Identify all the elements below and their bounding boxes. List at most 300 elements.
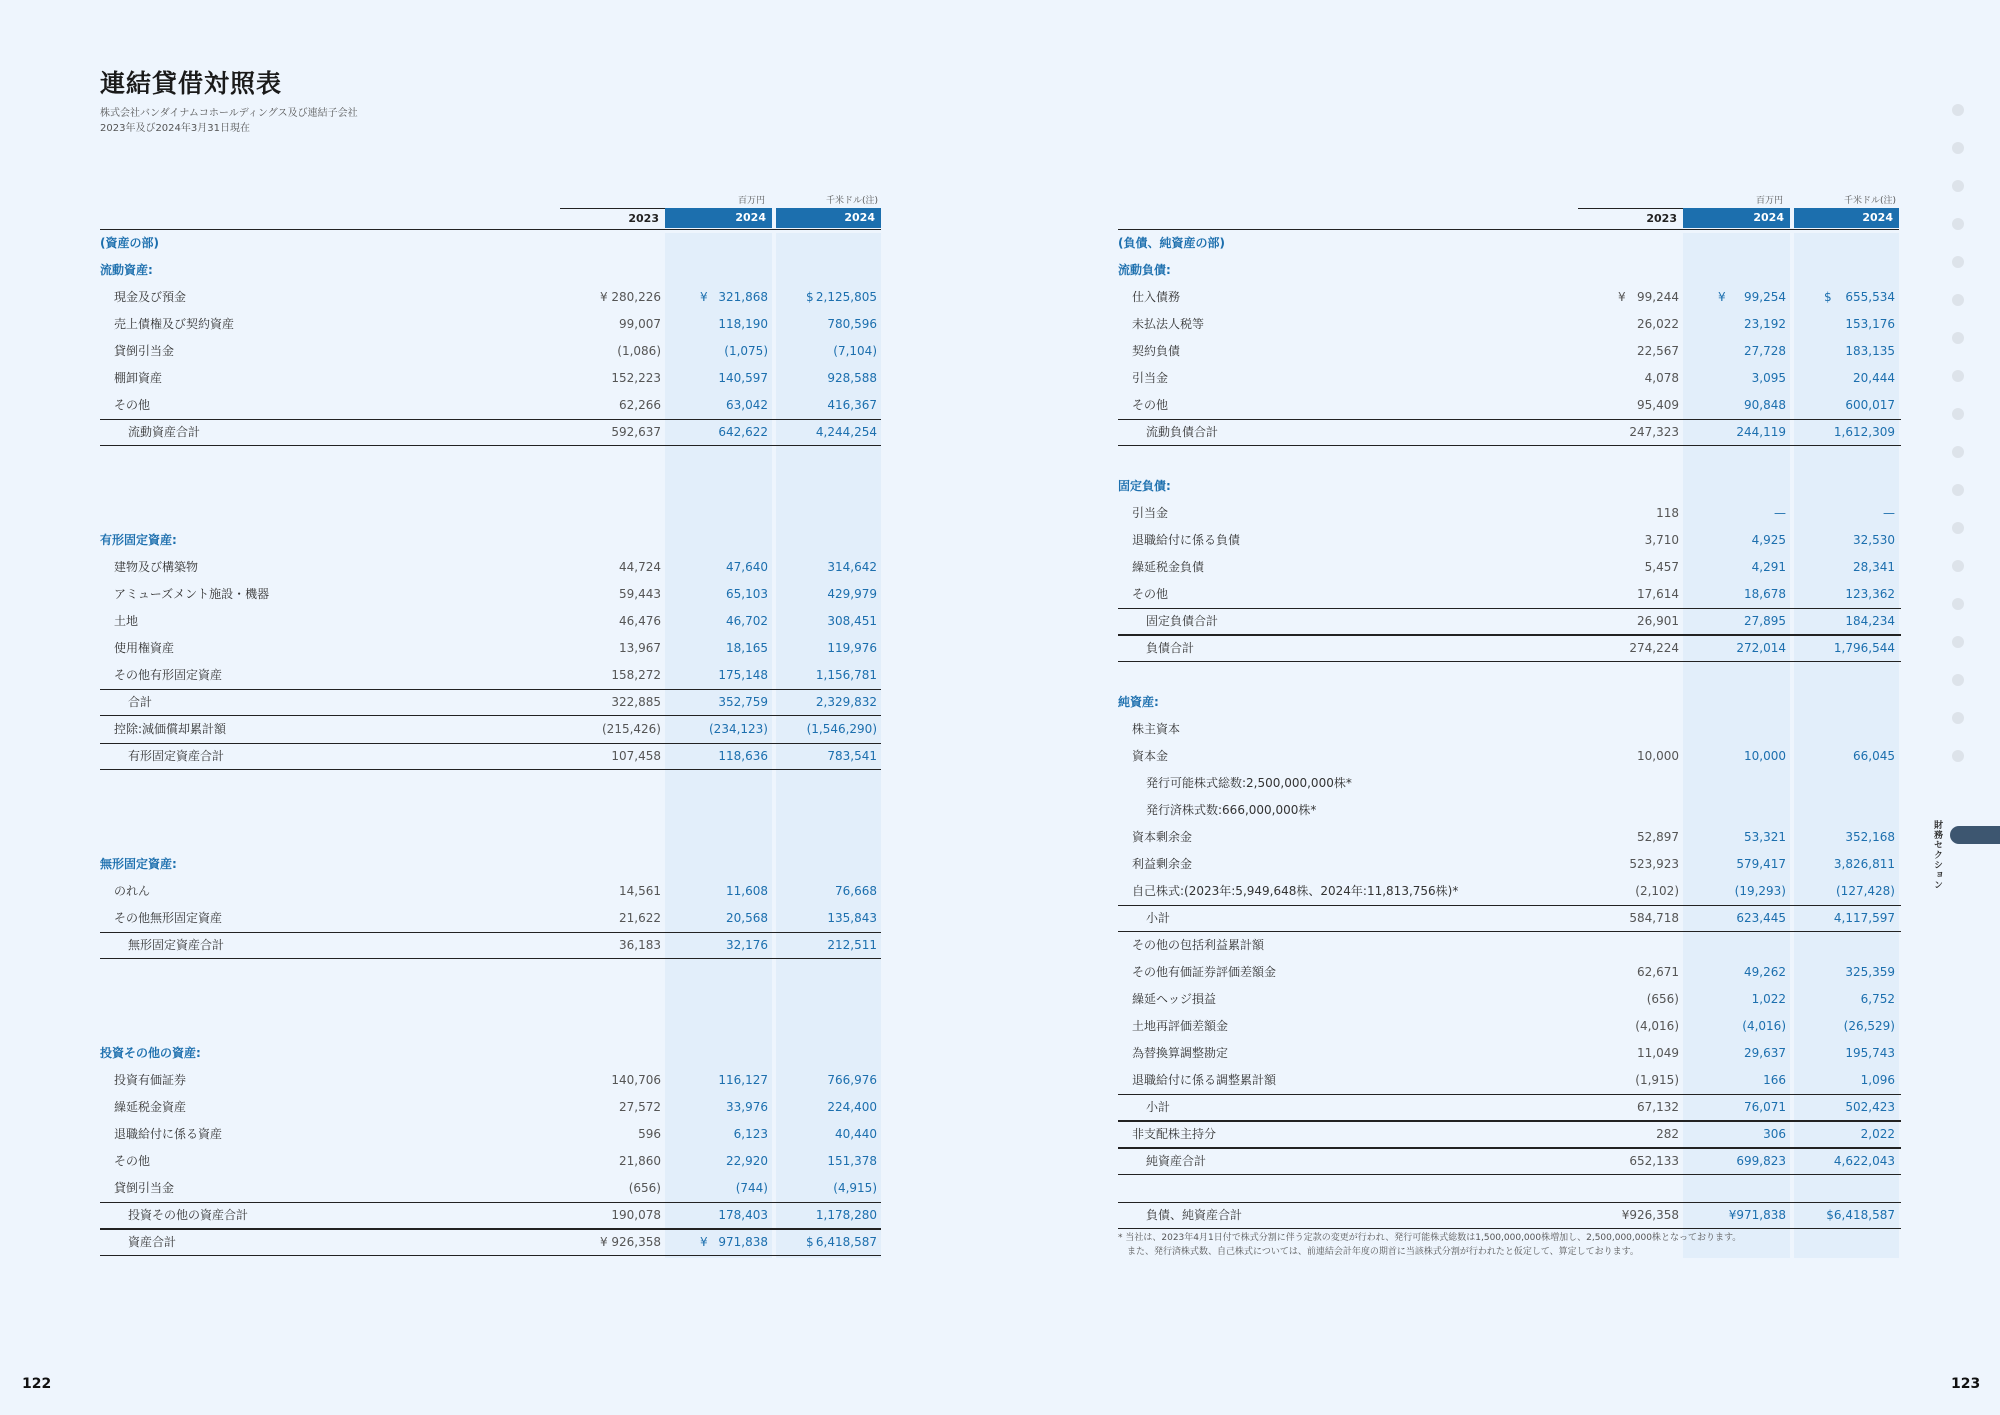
row-label: 繰延ヘッジ損益 [1132,992,1217,1006]
row-label: 土地 [114,614,139,628]
nav-dot[interactable] [1952,142,1964,154]
row-label: のれん [114,884,151,898]
value-2023: 652,133 [1629,1154,1679,1168]
page-number-right: 123 [1951,1376,1981,1392]
nav-dot[interactable] [1952,750,1964,762]
total-rule [1118,1202,1901,1203]
row-label: (資産の部) [100,236,159,250]
row-label: 投資その他の資産: [100,1046,201,1060]
row-label: その他有形固定資産 [114,668,223,682]
value-usd: 20,444 [1853,371,1895,385]
row-label: 引当金 [1132,371,1169,385]
table-row [100,1067,881,1094]
section-heading [100,230,881,257]
value-usd: 1,796,544 [1833,641,1895,655]
table-row [1118,1202,1901,1229]
nav-dot[interactable] [1952,370,1964,382]
value-2024: 272,014 [1736,641,1786,655]
table-row [100,554,881,581]
table-row [100,662,881,689]
value-2024: 140,597 [718,371,768,385]
value-usd: 119,976 [827,641,877,655]
row-label: その他 [114,1154,151,1168]
row-label: 純資産: [1118,695,1159,709]
row-label: その他の包括利益累計額 [1132,938,1265,952]
value-2024: 971,838 [718,1235,768,1249]
total-rule [100,1229,881,1230]
table-row [1118,1013,1901,1040]
row-label: その他 [1132,398,1169,412]
unit-usd: 千米ドル(注) [1843,196,1896,206]
value-2023: 99,244 [1637,290,1679,304]
table-row [1118,797,1901,824]
currency-symbol: $ [1824,290,1832,304]
footnote-line-2: また、発行済株式数、自己株式については、前連結会計年度の期首に当該株式分割が行われたと仮定して、算定しております。 [1118,1247,1639,1257]
row-label: 繰延税金負債 [1132,560,1205,574]
table-row [100,905,881,932]
value-usd: — [1883,506,1895,520]
table-row [1118,986,1901,1013]
nav-dot[interactable] [1952,332,1964,344]
value-usd: 195,743 [1845,1046,1895,1060]
table-row [100,716,881,743]
value-2024: 46,702 [726,614,768,628]
value-usd: 352,168 [1845,830,1895,844]
value-2023: 5,457 [1644,560,1679,574]
table-row [100,1121,881,1148]
row-label: 負債合計 [1146,641,1195,655]
year-usd: 2024 [1794,208,1899,228]
table-row [100,1094,881,1121]
nav-dot[interactable] [1952,522,1964,534]
nav-dot[interactable] [1952,484,1964,496]
value-2024: 178,403 [718,1208,768,1222]
row-label: 小計 [1146,911,1171,925]
row-label: 投資有価証券 [114,1073,187,1087]
value-2024: 20,568 [726,911,768,925]
value-2023: 926,358 [611,1235,661,1249]
value-2023: 3,710 [1644,533,1679,547]
value-2023: 584,718 [1629,911,1679,925]
value-usd: 766,976 [827,1073,877,1087]
value-2024: 352,759 [718,695,768,709]
nav-tab-finance[interactable] [1950,826,2000,844]
row-label: 固定負債: [1118,479,1171,493]
section-tab-label: 財務セクション [1932,820,1942,890]
row-label: 投資その他の資産合計 [128,1208,249,1222]
value-2024: (19,293) [1734,884,1786,898]
value-2024: 18,678 [1744,587,1786,601]
value-2024: (1,075) [724,344,768,358]
value-usd: 502,423 [1845,1100,1895,1114]
value-usd: 2,022 [1860,1127,1895,1141]
currency-symbol: ¥ [1618,290,1626,304]
total-rule [1118,635,1901,636]
value-2024: 3,095 [1751,371,1786,385]
table-row [1118,1148,1901,1175]
total-rule [1118,905,1901,906]
value-2024: 118,636 [718,749,768,763]
row-label: 発行可能株式総数:2,500,000,000株* [1146,776,1352,790]
table-row [1118,1121,1901,1148]
table-row [100,689,881,716]
table-row [100,284,881,311]
value-2024: 65,103 [726,587,768,601]
value-usd: (127,428) [1836,884,1895,898]
value-2023: 596 [638,1127,661,1141]
value-2023: 118 [1656,506,1679,520]
section-heading [1118,257,1901,284]
value-2024: 321,868 [718,290,768,304]
value-2023: 280,226 [611,290,661,304]
value-2024: 4,291 [1751,560,1786,574]
value-2023: 11,049 [1637,1046,1679,1060]
row-label: 流動負債: [1118,263,1171,277]
table-row [1118,1094,1901,1121]
value-2023: 158,272 [611,668,661,682]
table-row [1118,1067,1901,1094]
value-2023: ¥926,358 [1621,1208,1679,1222]
currency-symbol: ¥ [700,1235,708,1249]
total-rule [100,689,881,690]
table-row [100,311,881,338]
value-2023: (215,426) [602,722,661,736]
value-usd: 1,096 [1860,1073,1895,1087]
value-usd: 655,534 [1845,290,1895,304]
table-row [1118,770,1901,797]
table-row [100,419,881,446]
value-2023: 592,637 [611,425,661,439]
page-number-left: 122 [22,1376,52,1392]
table-row [1118,365,1901,392]
section-heading [1118,689,1901,716]
value-usd: 28,341 [1853,560,1895,574]
value-usd: 135,843 [827,911,877,925]
section-heading [1118,473,1901,500]
total-rule [1118,1121,1901,1122]
value-2023: (656) [628,1181,661,1195]
table-row [1118,338,1901,365]
value-2023: 14,561 [619,884,661,898]
row-label: 現金及び預金 [114,290,187,304]
value-usd: 66,045 [1853,749,1895,763]
table-row [1118,581,1901,608]
table-row [100,635,881,662]
value-2023: (1,086) [617,344,661,358]
table-row [1118,311,1901,338]
row-label: 流動資産: [100,263,153,277]
value-2024: 6,123 [733,1127,768,1141]
table-row [100,1202,881,1229]
table-row [1118,554,1901,581]
value-2023: 36,183 [619,938,661,952]
value-2023: 13,967 [619,641,661,655]
value-2024: 699,823 [1736,1154,1786,1168]
value-usd: 2,125,805 [815,290,877,304]
value-2024: 10,000 [1744,749,1786,763]
table-row [1118,905,1901,932]
value-2024: 579,417 [1736,857,1786,871]
value-usd: 429,979 [827,587,877,601]
value-usd: 40,440 [835,1127,877,1141]
row-label: 無形固定資産合計 [128,938,225,952]
year-prev: 2023 [1578,208,1683,228]
unit-yen: 百万円 [1755,196,1783,206]
section-heading [1118,230,1901,257]
row-label: 契約負債 [1132,344,1181,358]
value-2024: 23,192 [1744,317,1786,331]
row-label: 資産合計 [128,1235,177,1249]
row-label: 有形固定資産: [100,533,177,547]
row-label: その他有価証券評価差額金 [1132,965,1277,979]
currency-symbol: $ [806,1235,814,1249]
value-2024: (4,016) [1742,1019,1786,1033]
row-label: 売上債権及び契約資産 [114,317,235,331]
value-usd: 416,367 [827,398,877,412]
value-2023: (1,915) [1635,1073,1679,1087]
table-row [1118,635,1901,662]
total-rule [100,743,881,744]
row-label: 退職給付に係る負債 [1132,533,1241,547]
value-usd: 2,329,832 [815,695,877,709]
value-2023: (2,102) [1635,884,1679,898]
value-2023: 46,476 [619,614,661,628]
total-rule [100,419,881,420]
unit-yen: 百万円 [737,196,765,206]
value-2023: 67,132 [1637,1100,1679,1114]
value-usd: 32,530 [1853,533,1895,547]
table-row [1118,716,1901,743]
year-prev: 2023 [560,208,665,228]
value-2024: 32,176 [726,938,768,952]
year-cur: 2024 [665,208,772,228]
row-label: 固定負債合計 [1146,614,1219,628]
table-row [100,878,881,905]
footnote-line-1: * 当社は、2023年4月1日付で株式分割に伴う定款の変更が行われ、発行可能株式総数は1,500,000,000株増加し、2,500,000,000株となっております。 [1118,1233,1742,1243]
currency-symbol: $ [806,290,814,304]
value-2024: 1,022 [1751,992,1786,1006]
row-label: その他 [1132,587,1169,601]
total-rule [100,1202,881,1203]
value-2024: 4,925 [1751,533,1786,547]
row-label: 純資産合計 [1146,1154,1207,1168]
total-rule [1118,1148,1901,1149]
total-rule [1118,608,1901,609]
row-label: 未払法人税等 [1132,317,1205,331]
subtitle [100,106,358,136]
nav-dot[interactable] [1952,104,1964,116]
nav-dot[interactable] [1952,218,1964,230]
row-label: 有形固定資産合計 [128,749,225,763]
row-label: (負債、純資産の部) [1118,236,1225,250]
table-row [1118,959,1901,986]
value-usd: 76,668 [835,884,877,898]
row-label: 発行済株式数:666,000,000株* [1146,803,1317,817]
table-row [1118,932,1901,959]
assets-table [100,188,881,1258]
value-usd: 928,588 [827,371,877,385]
currency-symbol: ¥ [1718,290,1726,304]
value-usd: 212,511 [827,938,877,952]
value-2024: 623,445 [1736,911,1786,925]
table-row [100,608,881,635]
row-label: 資本金 [1132,749,1169,763]
total-rule [100,932,881,933]
currency-symbol: ¥ [700,290,708,304]
value-2023: 44,724 [619,560,661,574]
value-2024: 27,728 [1744,344,1786,358]
value-usd: 783,541 [827,749,877,763]
company-name: 株式会社バンダイナムコホールディングス及び連結子会社 [100,108,358,119]
nav-dot[interactable] [1952,408,1964,420]
value-2024: 18,165 [726,641,768,655]
year-cur: 2024 [1683,208,1790,228]
section-heading [100,851,881,878]
section-heading [100,257,881,284]
currency-symbol: ¥ [600,1235,608,1249]
unit-usd: 千米ドル(注) [825,196,878,206]
value-usd: 1,178,280 [815,1208,877,1222]
value-2023: 95,409 [1637,398,1679,412]
table-row [1118,608,1901,635]
row-label: 為替換算調整勘定 [1132,1046,1229,1060]
value-2024: 29,637 [1744,1046,1786,1060]
table-row [100,581,881,608]
value-2024: 22,920 [726,1154,768,1168]
table-row [1118,392,1901,419]
page-title: 連結貸借対照表 [100,69,283,98]
value-usd: 183,135 [1845,344,1895,358]
liabilities-table [1118,188,1901,1258]
value-usd: 325,359 [1845,965,1895,979]
row-label: 控除:減価償却累計額 [114,722,227,736]
value-usd: 4,117,597 [1833,911,1895,925]
table-row [100,743,881,770]
value-usd: 1,156,781 [815,668,877,682]
nav-dot[interactable] [1952,674,1964,686]
value-2024: 166 [1763,1073,1786,1087]
nav-dot[interactable] [1952,256,1964,268]
table-row [100,338,881,365]
section-heading [100,527,881,554]
value-2023: (656) [1646,992,1679,1006]
value-2024: 27,895 [1744,614,1786,628]
row-label: 小計 [1146,1100,1171,1114]
value-usd: 123,362 [1845,587,1895,601]
nav-dot[interactable] [1952,560,1964,572]
value-2024: — [1774,506,1786,520]
nav-dot[interactable] [1952,180,1964,192]
value-2023: 523,923 [1629,857,1679,871]
value-usd: 184,234 [1845,614,1895,628]
value-2023: 274,224 [1629,641,1679,655]
row-label: 利益剰余金 [1132,857,1193,871]
row-label: 流動負債合計 [1146,425,1219,439]
value-usd: 224,400 [827,1100,877,1114]
value-2023: 190,078 [611,1208,661,1222]
value-usd: 4,244,254 [815,425,877,439]
row-label: その他 [114,398,151,412]
row-label: 退職給付に係る調整累計額 [1132,1073,1277,1087]
value-usd: $6,418,587 [1826,1208,1895,1222]
table-row [1118,851,1901,878]
value-2023: 62,671 [1637,965,1679,979]
value-2024: 244,119 [1736,425,1786,439]
value-2023: 322,885 [611,695,661,709]
nav-dot[interactable] [1952,712,1964,724]
row-label: 自己株式:(2023年:5,949,648株、2024年:11,813,756株)* [1132,884,1459,898]
value-usd: 3,826,811 [1833,857,1895,871]
table-row [100,1148,881,1175]
value-2023: 282 [1656,1127,1679,1141]
value-2024: 33,976 [726,1100,768,1114]
currency-symbol: ¥ [600,290,608,304]
total-rule [1118,1094,1901,1095]
row-label: アミューズメント施設・機器 [114,587,270,601]
total-rule [1118,419,1901,420]
row-label: 非支配株主持分 [1132,1127,1217,1141]
value-2024: 47,640 [726,560,768,574]
value-usd: (4,915) [833,1181,877,1195]
section-heading [100,1040,881,1067]
row-label: 貸倒引当金 [114,1181,175,1195]
row-label: 株主資本 [1132,722,1181,736]
value-2024: ¥971,838 [1728,1208,1786,1222]
footnote [1118,1231,1741,1259]
value-2024: 11,608 [726,884,768,898]
value-2024: 63,042 [726,398,768,412]
row-label: 土地再評価差額金 [1132,1019,1229,1033]
table-row [1118,824,1901,851]
value-2024: (744) [735,1181,768,1195]
nav-dot[interactable] [1952,446,1964,458]
row-label: 合計 [128,695,153,709]
value-usd: 6,418,587 [815,1235,877,1249]
value-2023: 21,622 [619,911,661,925]
value-usd: 1,612,309 [1833,425,1895,439]
as-of-date: 2023年及び2024年3月31日現在 [100,123,250,134]
table-row [100,1175,881,1202]
value-2024: 116,127 [718,1073,768,1087]
value-usd: (7,104) [833,344,877,358]
value-usd: (26,529) [1843,1019,1895,1033]
table-row [1118,743,1901,770]
value-2023: 247,323 [1629,425,1679,439]
row-label: 負債、純資産合計 [1146,1208,1243,1222]
value-2023: 99,007 [619,317,661,331]
table-row [100,392,881,419]
nav-dot[interactable] [1952,636,1964,648]
value-usd: 6,752 [1860,992,1895,1006]
table-row [1118,878,1901,905]
nav-dot[interactable] [1952,294,1964,306]
table-row [100,1229,881,1256]
value-usd: (1,546,290) [806,722,877,736]
year-usd: 2024 [776,208,881,228]
value-2024: 49,262 [1744,965,1786,979]
table-row [1118,1040,1901,1067]
value-2023: 21,860 [619,1154,661,1168]
value-usd: 151,378 [827,1154,877,1168]
value-2024: 76,071 [1744,1100,1786,1114]
value-usd: 600,017 [1845,398,1895,412]
value-2023: 26,022 [1637,317,1679,331]
value-2024: 118,190 [718,317,768,331]
value-2023: 22,567 [1637,344,1679,358]
value-2023: 152,223 [611,371,661,385]
nav-dot[interactable] [1952,598,1964,610]
row-label: その他無形固定資産 [114,911,223,925]
